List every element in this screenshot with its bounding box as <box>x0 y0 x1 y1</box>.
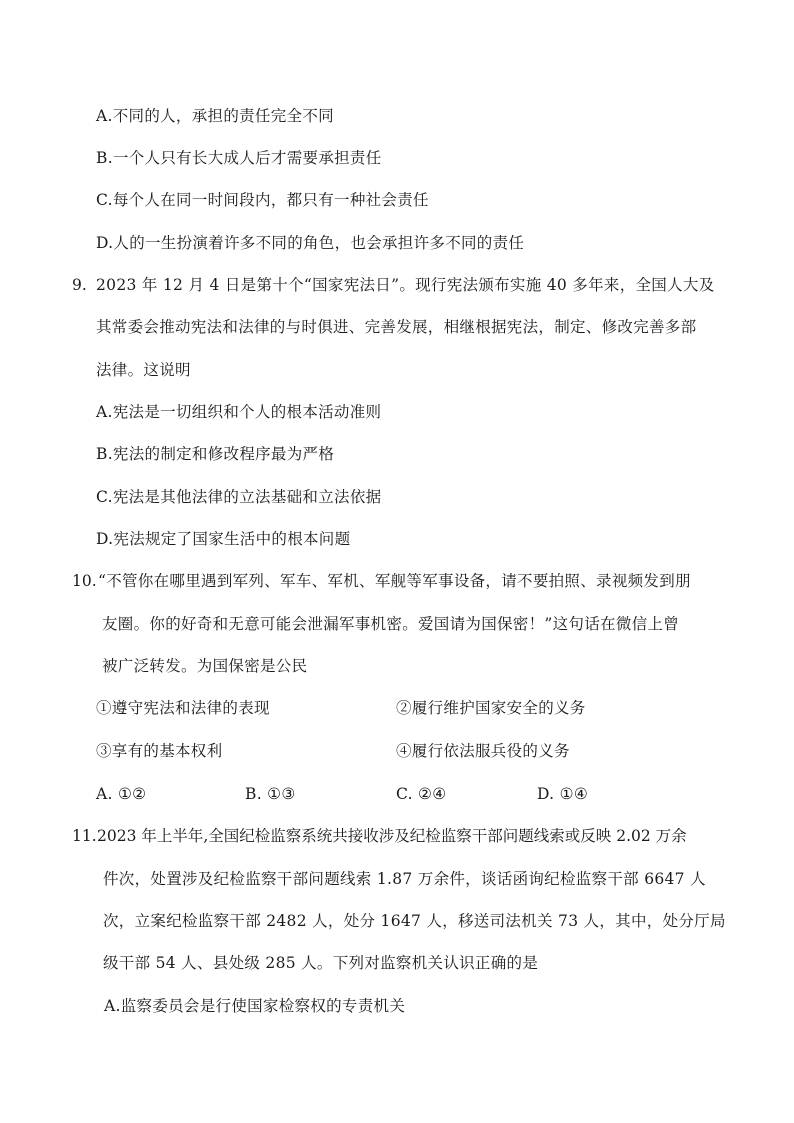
q10-choice-b: B. ①③ <box>245 785 296 803</box>
q10-item-1: ①遵守宪法和法律的表现 <box>96 699 270 717</box>
q10-stem-line-3: 被广泛转发。为国保密是公民 <box>102 657 308 675</box>
q9-option-a: A.宪法是一切组织和个人的根本活动准则 <box>96 403 382 421</box>
q9-option-b: B.宪法的制定和修改程序最为严格 <box>96 445 335 463</box>
q11-stem-line-1: 2023 年上半年,全国纪检监察系统共接收涉及纪检监察干部问题线索或反映 2.02 万余 <box>97 827 687 845</box>
q10-item-2: ②履行维护国家安全的义务 <box>396 699 586 717</box>
q8-option-c: C.每个人在同一时间段内，都只有一种社会责任 <box>96 191 429 209</box>
q9-stem-line-1: 2023 年 12 月 4 日是第十个“国家宪法日”。现行宪法颁布实施 40 多年来，全国人大及 <box>96 276 715 294</box>
q10-choice-c: C. ②④ <box>396 785 447 803</box>
q10-item-3: ③享有的基本权利 <box>96 742 223 760</box>
q10-choice-d: D. ①④ <box>537 785 589 803</box>
q11-stem-line-3: 次，立案纪检监察干部 2482 人，处分 1647 人，移送司法机关 73 人，其中，处分厅局 <box>103 912 726 930</box>
q8-option-d: D.人的一生扮演着许多不同的角色，也会承担许多不同的责任 <box>96 234 525 252</box>
q10-number: 10. <box>72 572 97 590</box>
q9-stem-line-3: 法律。这说明 <box>96 361 191 379</box>
q10-choice-a: A. ①② <box>96 785 147 803</box>
q10-item-4: ④履行依法服兵役的义务 <box>396 742 570 760</box>
q9-stem-line-2: 其常委会推动宪法和法律的与时俱进、完善发展，相继根据宪法，制定、修改完善多部 <box>96 318 697 336</box>
q11-stem-line-4: 级干部 54 人、县处级 285 人。下列对监察机关认识正确的是 <box>103 954 539 972</box>
q9-option-c: C.宪法是其他法律的立法基础和立法依据 <box>96 488 382 506</box>
q11-stem-line-2: 件次，处置涉及纪检监察干部问题线索 1.87 万余件，谈话函询纪检监察干部 6647 人 <box>103 870 706 888</box>
q9-option-d: D.宪法规定了国家生活中的根本问题 <box>96 530 351 548</box>
q8-option-a: A.不同的人，承担的责任完全不同 <box>96 107 334 125</box>
q11-number: 11. <box>72 827 97 845</box>
q10-stem-line-2: 友圈。你的好奇和无意可能会泄漏军事机密。爱国请为国保密！”这句话在微信上曾 <box>102 615 680 633</box>
q10-stem-line-1: “不管你在哪里遇到军列、军车、军机、军舰等军事设备，请不要拍照、录视频发到朋 <box>98 572 691 590</box>
q11-option-a: A.监察委员会是行使国家检察权的专责机关 <box>104 997 406 1015</box>
q9-number: 9. <box>72 276 87 294</box>
q8-option-b: B.一个人只有长大成人后才需要承担责任 <box>96 149 382 167</box>
